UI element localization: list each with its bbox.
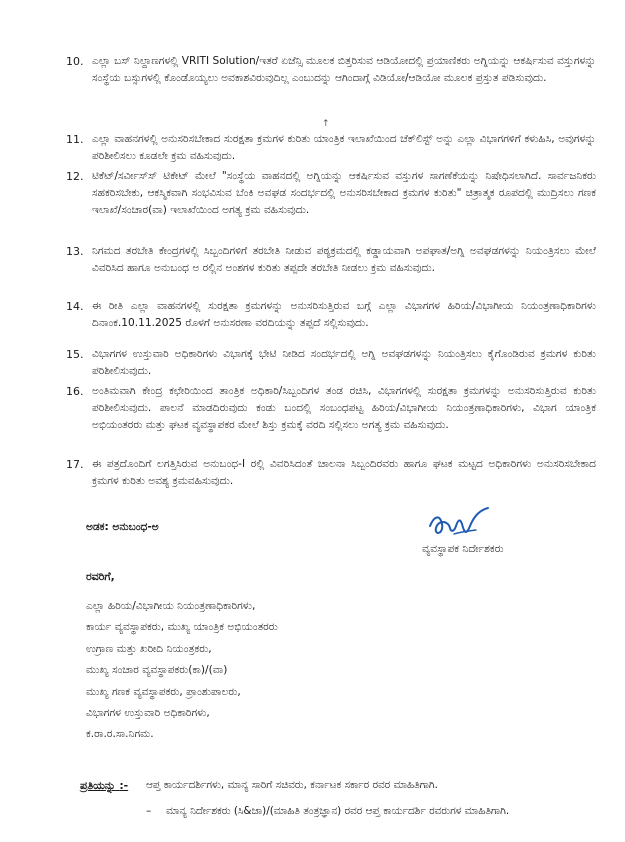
item-number: 16. xyxy=(66,385,84,398)
scan-mark: ↑ xyxy=(322,119,330,129)
signature-graphic xyxy=(424,504,494,542)
item-number: 17. xyxy=(66,458,84,471)
item-text: ಟಿಕೆಟ್/ಸರ್ವೀಸ್‌ಸ್ ಟಿಕೇಟ್ ಮೇಲೆ "ಸಂಸ್ಥೆಯ ವಾಹನದಲ್ಲಿ ಅಗ್ನಿಯನ್ನು ಆಕರ್ಷಿಸುವ ವಸ್ತುಗಳ ಸಾಗಣೆಕೆಯನ್ನು ನಿಷೇಧಿಸಲಾಗಿದೆ. ಸಾರ್ವಜನಿಕರು ಸಹಕರಿಸಬೇಕು, ಆಕಸ್ಮಿಕವಾಗಿ ಸಂಭವಿಸುವ ಬೆಂಕಿ ಅವಘಡ ಸಂದರ್ಭದಲ್ಲಿ ಅನುಸರಿಸಬೇಕಾದ ಕ್ರಮಗಳ ಕುರಿತು" ಚಿತ್ರಾತ್ಮಕ ರೂಪದಲ್ಲಿ ಮುದ್ರಿಸಲು ಗಣಕ ಇಲಾಖೆ/ಸಂಚಾರ(ವಾ) ಇಲಾಖೆಯಿಂದ ಅಗತ್ಯ ಕ್ರಮ ವಹಿಸುವುದು. xyxy=(92,170,596,216)
to-label: ರವರಿಗೆ, xyxy=(86,570,115,583)
recipient-item: ಎಲ್ಲಾ ಹಿರಿಯ/ವಿಭಾಗೀಯ ನಿಯಂತ್ರಣಾಧಿಕಾರಿಗಳು, xyxy=(86,600,256,612)
item-number: 13. xyxy=(66,245,84,258)
recipient-item: ಕ.ರಾ.ರ.ಸಾ.ನಿಗಮ. xyxy=(86,728,154,741)
item-text: ಈ ರೀತಿ ಎಲ್ಲಾ ವಾಹನಗಳಲ್ಲಿ ಸುರಕ್ಷತಾ ಕ್ರಮಗಳನ್ನು ಅನುಸರಿಸುತ್ತಿರುವ ಬಗ್ಗೆ ಎಲ್ಲಾ ವಿಭಾಗಗಳ ಹಿರಿಯ/ವಿಭಾಗೀಯ ನಿಯಂತ್ರಣಾಧಿಕಾರಿಗಳು ದಿನಾಂಕ.10.11.2025 ರೊಳಗೆ ಅನುಸರಣಾ ವರದಿಯನ್ನು ತಪ್ಪದೆ ಸಲ್ಲಿಸುವುದು. xyxy=(92,300,596,329)
recipient-list xyxy=(86,596,278,746)
recipient-item: ವಿಭಾಗಗಳ ಉಸ್ತುವಾರಿ ಅಧಿಕಾರಿಗಳು, xyxy=(86,707,210,720)
item-number: 11. xyxy=(66,133,84,146)
item-text: ನಿಗಮದ ತರಬೇತಿ ಕೇಂದ್ರಗಳಲ್ಲಿ ಸಿಬ್ಬಂದಿಗಳಿಗೆ ತರಬೇತಿ ನೀಡುವ ಪಠ್ಯಕ್ರಮದಲ್ಲಿ ಕಡ್ಡಾಯವಾಗಿ ಅಪಘಾತ/ಅಗ್ನಿ ಅವಘಡಗಳನ್ನು ನಿಯಂತ್ರಿಸಲು ಮೇಲೆ ವಿವರಿಸಿದ ಹಾಗೂ ಅನುಬಂಧ ಅ ರಲ್ಲಿನ ಅಂಶಗಳ ಕುರಿತು ತಪ್ಪದೇ ತರಬೇತಿ ನೀಡಲು ಕ್ರಮ ವಹಿಸುವುದು. xyxy=(92,245,596,274)
list-item xyxy=(66,168,596,218)
list-item xyxy=(66,456,596,490)
list-item xyxy=(66,298,596,332)
item-text: ಎಲ್ಲಾ ವಾಹನಗಳಲ್ಲಿ ಅನುಸರಿಸಬೇಕಾದ ಸುರಕ್ಷತಾ ಕ್ರಮಗಳ ಕುರಿತು ಯಾಂತ್ರಿಕ ಇಲಾಖೆಯಿಂದ ಚೆಕ್‌ಲಿಸ್ಟ್ ಅನ್ನು ಎಲ್ಲಾ ವಿಭಾಗಗಳಿಗೆ ಕಳುಹಿಸಿ, ಅವುಗಳನ್ನು ಪರಿಶೀಲಿಸಲು ಕೂಡಲೇ ಕ್ರಮ ವಹಿಸುವುದು. xyxy=(92,133,596,162)
copy-line-2-dash: – xyxy=(146,805,152,817)
recipient-item: ಕಾರ್ಯ ವ್ಯವಸ್ಥಾಪಕರು, ಮುಖ್ಯ ಯಾಂತ್ರಿಕ ಅಭಿಯಂತರರು xyxy=(86,621,278,634)
item-number: 14. xyxy=(66,300,84,313)
signatory-designation: ವ್ಯವಸ್ಥಾಪಕ ನಿರ್ದೇಶಕರು xyxy=(422,543,504,555)
item-number: 15. xyxy=(66,348,84,361)
copy-line-1: ಆಪ್ತ ಕಾರ್ಯದರ್ಶಿಗಳು, ಮಾನ್ಯ ಸಾರಿಗೆ ಸಚಿವರು, ಕರ್ನಾಟಕ ಸರ್ಕಾರ ರವರ ಮಾಹಿತಿಗಾಗಿ. xyxy=(146,779,438,791)
list-item xyxy=(66,346,596,380)
item-text: ಅಂತಿಮವಾಗಿ ಕೇಂದ್ರ ಕಛೇರಿಯಿಂದ ತಾಂತ್ರಿಕ ಅಧಿಕಾರಿ/ಸಿಬ್ಬಂದಿಗಳ ತಂಡ ರಚಿಸಿ, ವಿಭಾಗಗಳಲ್ಲಿ ಸುರಕ್ಷತಾ ಕ್ರಮಗಳನ್ನು ಅನುಸರಿಸುತ್ತಿರುವ ಕುರಿತು ಪರಿಶೀಲಿಸುವುದು. ಪಾಲನೆ ಮಾಡದಿರುವುದು ಕಂಡು ಬಂದಲ್ಲಿ ಸಂಬಂಧಪಟ್ಟ ಹಿರಿಯ/ವಿಭಾಗೀಯ ನಿಯಂತ್ರಣಾಧಿಕಾರಿಗಳು, ವಿಭಾಗ ಯಾಂತ್ರಿಕ ಅಭಿಯಂತರರು ಮತ್ತು ಘಟಕ ವ್ಯವಸ್ಥಾಪಕರ ಮೇಲೆ ಶಿಸ್ತು ಕ್ರಮಕ್ಕೆ ವರದಿ ಸಲ್ಲಿಸಲು ಅಗತ್ಯ ಕ್ರಮ ವಹಿಸುವುದು. xyxy=(92,385,596,431)
list-item xyxy=(66,131,596,165)
list-item xyxy=(66,53,596,87)
recipient-item: ಮುಖ್ಯ ಸಂಚಾರ ವ್ಯವಸ್ಥಾಪಕರು(ಕಾ)/(ವಾ) xyxy=(86,664,228,677)
item-text: ಎಲ್ಲಾ ಬಸ್ ನಿಲ್ದಾಣಗಳಲ್ಲಿ VRITI Solution/ಇತರೆ ಏಜೆನ್ಸಿ ಮೂಲಕ ಬಿತ್ತರಿಸುವ ಆಡಿಯೋದಲ್ಲಿ ಪ್ರಯಾಣಿಕರು ಅಗ್ನಿಯನ್ನು ಆಕರ್ಷಿಸುವ ವಸ್ತುಗಳನ್ನು ಸಂಸ್ಥೆಯ ಬಸ್ಸುಗಳಲ್ಲಿ ಕೊಂಡೊಯ್ಯಲು ಅವಕಾಶವಿರುವುದಿಲ್ಲ ಎಂಬುದನ್ನು ಆಗಿಂದಾಗ್ಗೆ ವಿಡಿಯೋ/ಆಡಿಯೋ ಮೂಲಕ ಪ್ರಸ್ತುತ ಪಡಿಸುವುದು. xyxy=(92,55,596,84)
item-number: 10. xyxy=(66,55,84,68)
copy-to-label-suffix: :- xyxy=(119,779,129,792)
copy-to-label xyxy=(80,779,128,793)
copy-to-label-text: ಪ್ರತಿಯನ್ನು xyxy=(80,779,116,792)
item-text: ವಿಭಾಗಗಳ ಉಸ್ತುವಾರಿ ಅಧಿಕಾರಿಗಳು ವಿಭಾಗಕ್ಕೆ ಭೇಟಿ ನೀಡಿದ ಸಂದರ್ಭದಲ್ಲಿ ಅಗ್ನಿ ಅವಘಡಗಳನ್ನು ನಿಯಂತ್ರಿಸಲು ಕೈಗೊಂಡಿರುವ ಕ್ರಮಗಳ ಕುರಿತು ಪರಿಶೀಲಿಸುವುದು. xyxy=(92,348,596,377)
enclosure-note: ಅಡಕ: ಅನುಬಂಧ-ಅ xyxy=(86,521,159,533)
copy-line-2: ಮಾನ್ಯ ನಿರ್ದೇಶಕರು (ಸಿ&ಜಾ)/(ಮಾಹಿತಿ ತಂತ್ರಜ್ಞಾನ) ರವರ ಆಪ್ತ ಕಾರ್ಯದರ್ಶಿ ರವರುಗಳ ಮಾಹಿತಿಗಾಗಿ. xyxy=(166,805,510,817)
recipient-item: ಮುಖ್ಯ ಗಣಕ ವ್ಯವಸ್ಥಾಪಕರು, ಪ್ರಾಂಶುಪಾಲರು, xyxy=(86,685,241,698)
list-item xyxy=(66,383,596,433)
recipient-item: ಉಗ್ರಾಣ ಮತ್ತು ಖರೀದಿ ನಿಯಂತ್ರಕರು, xyxy=(86,642,212,655)
list-item xyxy=(66,243,596,277)
item-text: ಈ ಪತ್ರದೊಂದಿಗೆ ಲಗತ್ತಿಸಿರುವ ಅನುಬಂಧ-I ರಲ್ಲಿ ವಿವರಿಸಿದಂತೆ ಚಾಲನಾ ಸಿಬ್ಬಂದಿರವರು ಹಾಗೂ ಘಟಕ ಮಟ್ಟದ ಅಧಿಕಾರಿಗಳು ಅನುಸರಿಸಬೇಕಾದ ಕ್ರಮಗಳ ಕುರಿತು ಅವಶ್ಯ ಕ್ರಮವಹಿಸುವುದು. xyxy=(92,458,596,487)
item-number: 12. xyxy=(66,170,84,183)
